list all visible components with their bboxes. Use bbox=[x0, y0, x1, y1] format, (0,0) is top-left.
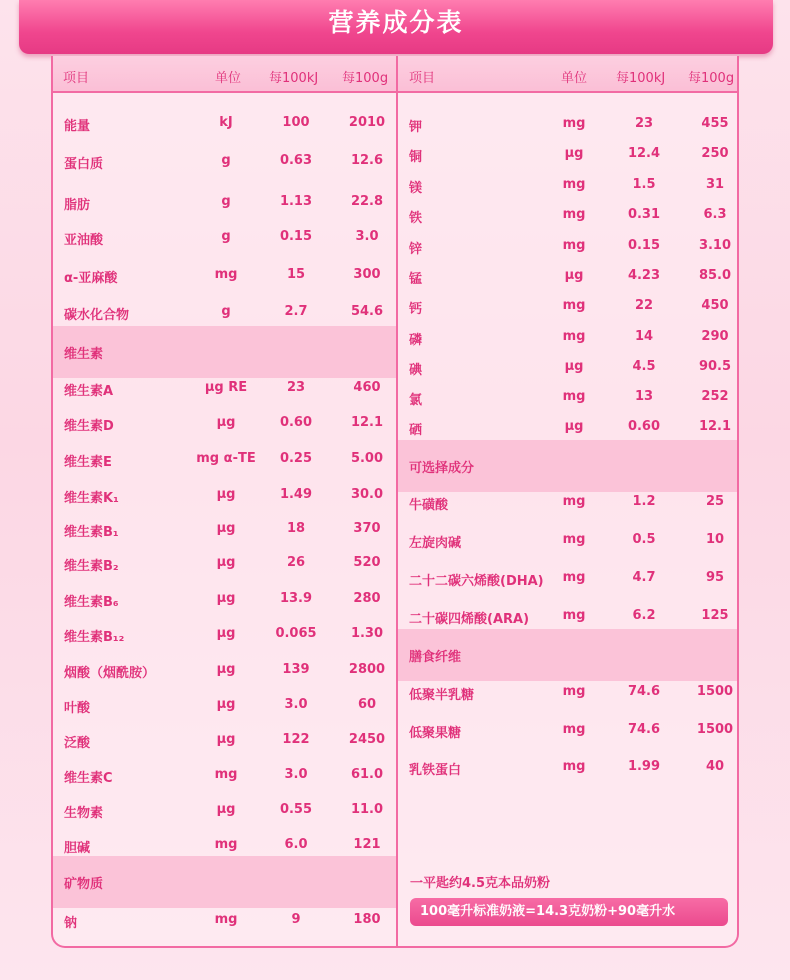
nutrient-unit: μg bbox=[216, 802, 236, 817]
value-per-100kj: 1.2 bbox=[632, 494, 656, 509]
value-per-100kj: 0.63 bbox=[279, 153, 313, 168]
nutrient-name: 维生素B₁ bbox=[64, 525, 119, 540]
value-per-100kj: 0.065 bbox=[275, 626, 317, 641]
table-header-right bbox=[398, 56, 737, 93]
value-per-100kj: 14 bbox=[634, 329, 654, 344]
nutrient-name: 叶酸 bbox=[64, 701, 91, 716]
value-per-100kj: 74.6 bbox=[627, 722, 661, 737]
value-per-100g: 61.0 bbox=[350, 767, 384, 782]
nutrient-name: 蛋白质 bbox=[64, 157, 104, 172]
section-band bbox=[53, 856, 396, 908]
header-per-g: 每100g bbox=[342, 71, 389, 86]
value-per-100kj: 22 bbox=[634, 298, 654, 313]
value-per-100g: 40 bbox=[705, 759, 725, 774]
nutrient-unit: μg bbox=[564, 359, 584, 374]
value-per-100g: 252 bbox=[701, 389, 729, 404]
nutrient-unit: mg bbox=[562, 759, 586, 774]
nutrient-unit: μg bbox=[564, 146, 584, 161]
nutrient-name: 低聚半乳糖 bbox=[409, 688, 475, 703]
value-per-100g: 280 bbox=[353, 591, 381, 606]
value-per-100g: 3.10 bbox=[698, 238, 732, 253]
nutrient-unit: mg bbox=[214, 267, 238, 282]
value-per-100g: 12.6 bbox=[350, 153, 384, 168]
value-per-100g: 6.3 bbox=[703, 207, 727, 222]
value-per-100kj: 100 bbox=[282, 115, 310, 130]
value-per-100kj: 0.5 bbox=[632, 532, 656, 547]
nutrient-unit: mg bbox=[562, 608, 586, 623]
value-per-100g: 455 bbox=[701, 116, 729, 131]
nutrient-name: 能量 bbox=[64, 119, 91, 134]
value-per-100kj: 1.5 bbox=[632, 177, 656, 192]
value-per-100kj: 0.60 bbox=[627, 419, 661, 434]
section-title: 可选择成分 bbox=[409, 461, 475, 476]
nutrient-unit: mg bbox=[562, 116, 586, 131]
nutrient-name: 泛酸 bbox=[64, 736, 91, 751]
value-per-100kj: 6.2 bbox=[632, 608, 656, 623]
value-per-100g: 22.8 bbox=[350, 194, 384, 209]
header-unit: 单位 bbox=[561, 71, 588, 86]
value-per-100g: 30.0 bbox=[350, 487, 384, 502]
value-per-100g: 180 bbox=[353, 912, 381, 927]
nutrient-name: 维生素A bbox=[64, 384, 114, 399]
nutrient-unit: mg bbox=[214, 837, 238, 852]
nutrient-unit: μg bbox=[216, 662, 236, 677]
value-per-100kj: 4.5 bbox=[632, 359, 656, 374]
value-per-100kj: 1.13 bbox=[279, 194, 313, 209]
header-per-g: 每100g bbox=[688, 71, 735, 86]
nutrient-name: 牛磺酸 bbox=[409, 498, 449, 513]
nutrient-unit: mg bbox=[562, 298, 586, 313]
nutrient-unit: μg bbox=[216, 626, 236, 641]
scoop-note: 一平匙约4.5克本品奶粉 bbox=[410, 876, 551, 891]
value-per-100kj: 9 bbox=[291, 912, 301, 927]
nutrient-unit: mg bbox=[562, 329, 586, 344]
header-per-kj: 每100kJ bbox=[616, 71, 666, 86]
value-per-100g: 95 bbox=[705, 570, 725, 585]
value-per-100kj: 139 bbox=[282, 662, 310, 677]
nutrient-name: 维生素C bbox=[64, 771, 113, 786]
table-header-left bbox=[53, 56, 396, 93]
nutrient-unit: mg bbox=[562, 722, 586, 737]
value-per-100kj: 0.15 bbox=[279, 229, 313, 244]
nutrient-unit: μg RE bbox=[204, 380, 248, 395]
nutrient-name: 硒 bbox=[409, 423, 423, 438]
value-per-100kj: 13.9 bbox=[279, 591, 313, 606]
value-per-100g: 520 bbox=[353, 555, 381, 570]
value-per-100kj: 26 bbox=[286, 555, 306, 570]
value-per-100g: 11.0 bbox=[350, 802, 384, 817]
value-per-100g: 1.30 bbox=[350, 626, 384, 641]
nutrient-unit: g bbox=[221, 304, 231, 319]
section-title: 维生素 bbox=[64, 347, 104, 362]
value-per-100kj: 12.4 bbox=[627, 146, 661, 161]
preparation-note: 100毫升标准奶液=14.3克奶粉+90毫升水 bbox=[410, 898, 728, 926]
value-per-100g: 121 bbox=[353, 837, 381, 852]
value-per-100kj: 2.7 bbox=[284, 304, 308, 319]
nutrient-name: α-亚麻酸 bbox=[64, 271, 118, 286]
nutrient-name: 钾 bbox=[409, 120, 423, 135]
value-per-100kj: 23 bbox=[634, 116, 654, 131]
nutrient-unit: mg α-TE bbox=[196, 451, 256, 466]
nutrient-unit: mg bbox=[562, 389, 586, 404]
nutrient-unit: mg bbox=[562, 684, 586, 699]
value-per-100kj: 0.55 bbox=[279, 802, 313, 817]
value-per-100g: 31 bbox=[705, 177, 725, 192]
nutrient-unit: mg bbox=[214, 767, 238, 782]
nutrient-name: 胆碱 bbox=[64, 841, 91, 856]
header-per-kj: 每100kJ bbox=[269, 71, 319, 86]
nutrient-unit: g bbox=[221, 229, 231, 244]
nutrient-name: 锰 bbox=[409, 272, 423, 287]
nutrient-unit: μg bbox=[216, 591, 236, 606]
nutrient-name: 维生素B₁₂ bbox=[64, 630, 125, 645]
nutrient-name: 维生素B₆ bbox=[64, 595, 119, 610]
value-per-100kj: 0.60 bbox=[279, 415, 313, 430]
nutrient-name: 碘 bbox=[409, 363, 423, 378]
value-per-100kj: 0.31 bbox=[627, 207, 661, 222]
nutrient-name: 二十二碳六烯酸(DHA) bbox=[409, 574, 544, 589]
nutrient-name: 镁 bbox=[409, 181, 423, 196]
nutrient-unit: mg bbox=[562, 238, 586, 253]
nutrient-unit: kJ bbox=[219, 115, 233, 130]
value-per-100kj: 1.49 bbox=[279, 487, 313, 502]
nutrient-name: 维生素K₁ bbox=[64, 491, 119, 506]
header-unit: 单位 bbox=[215, 71, 242, 86]
value-per-100kj: 122 bbox=[282, 732, 310, 747]
nutrient-name: 左旋肉碱 bbox=[409, 536, 462, 551]
value-per-100kj: 4.7 bbox=[632, 570, 656, 585]
nutrient-name: 生物素 bbox=[64, 806, 104, 821]
nutrient-unit: mg bbox=[562, 177, 586, 192]
header-item: 项目 bbox=[63, 71, 90, 86]
value-per-100g: 460 bbox=[353, 380, 381, 395]
value-per-100kj: 1.99 bbox=[627, 759, 661, 774]
nutrient-name: 铁 bbox=[409, 211, 423, 226]
value-per-100kj: 13 bbox=[634, 389, 654, 404]
value-per-100g: 2800 bbox=[348, 662, 386, 677]
nutrient-name: 烟酸（烟酰胺） bbox=[64, 666, 156, 681]
nutrient-name: 碳水化合物 bbox=[64, 308, 130, 323]
value-per-100g: 290 bbox=[701, 329, 729, 344]
nutrient-unit: g bbox=[221, 153, 231, 168]
nutrient-unit: mg bbox=[214, 912, 238, 927]
value-per-100g: 90.5 bbox=[698, 359, 732, 374]
nutrient-name: 维生素E bbox=[64, 455, 112, 470]
nutrient-name: 二十碳四烯酸(ARA) bbox=[409, 612, 530, 627]
value-per-100kj: 18 bbox=[286, 521, 306, 536]
nutrient-unit: μg bbox=[216, 555, 236, 570]
nutrient-name: 钠 bbox=[64, 916, 78, 931]
nutrient-unit: μg bbox=[216, 415, 236, 430]
value-per-100kj: 23 bbox=[286, 380, 306, 395]
nutrient-unit: mg bbox=[562, 494, 586, 509]
value-per-100g: 60 bbox=[357, 697, 377, 712]
nutrient-unit: μg bbox=[564, 419, 584, 434]
column-divider bbox=[396, 56, 398, 948]
value-per-100g: 300 bbox=[353, 267, 381, 282]
nutrient-name: 钙 bbox=[409, 302, 423, 317]
value-per-100g: 125 bbox=[701, 608, 729, 623]
page-title: 营养成分表 bbox=[19, 0, 773, 54]
nutrient-name: 亚油酸 bbox=[64, 233, 104, 248]
nutrient-unit: mg bbox=[562, 532, 586, 547]
nutrient-name: 乳铁蛋白 bbox=[409, 763, 462, 778]
value-per-100kj: 4.23 bbox=[627, 268, 661, 283]
header-item: 项目 bbox=[409, 71, 436, 86]
nutrient-name: 脂肪 bbox=[64, 198, 91, 213]
value-per-100g: 3.0 bbox=[355, 229, 379, 244]
nutrient-unit: μg bbox=[564, 268, 584, 283]
value-per-100g: 5.00 bbox=[350, 451, 384, 466]
value-per-100kj: 3.0 bbox=[284, 767, 308, 782]
nutrient-unit: mg bbox=[562, 570, 586, 585]
nutrient-unit: mg bbox=[562, 207, 586, 222]
value-per-100g: 1500 bbox=[696, 722, 734, 737]
value-per-100g: 25 bbox=[705, 494, 725, 509]
nutrient-name: 维生素B₂ bbox=[64, 559, 119, 574]
value-per-100g: 54.6 bbox=[350, 304, 384, 319]
section-title: 矿物质 bbox=[64, 877, 104, 892]
value-per-100kj: 3.0 bbox=[284, 697, 308, 712]
section-band bbox=[53, 326, 396, 378]
nutrient-unit: g bbox=[221, 194, 231, 209]
value-per-100g: 1500 bbox=[696, 684, 734, 699]
value-per-100g: 12.1 bbox=[350, 415, 384, 430]
value-per-100g: 250 bbox=[701, 146, 729, 161]
value-per-100kj: 0.15 bbox=[627, 238, 661, 253]
value-per-100kj: 6.0 bbox=[284, 837, 308, 852]
nutrient-name: 锌 bbox=[409, 242, 423, 257]
value-per-100kj: 15 bbox=[286, 267, 306, 282]
value-per-100kj: 74.6 bbox=[627, 684, 661, 699]
nutrient-name: 低聚果糖 bbox=[409, 726, 462, 741]
value-per-100g: 85.0 bbox=[698, 268, 732, 283]
nutrient-name: 铜 bbox=[409, 150, 423, 165]
value-per-100g: 10 bbox=[705, 532, 725, 547]
nutrient-unit: μg bbox=[216, 697, 236, 712]
value-per-100g: 450 bbox=[701, 298, 729, 313]
value-per-100g: 12.1 bbox=[698, 419, 732, 434]
nutrient-name: 磷 bbox=[409, 333, 423, 348]
nutrient-name: 维生素D bbox=[64, 419, 114, 434]
section-title: 膳食纤维 bbox=[409, 650, 462, 665]
nutrient-name: 氯 bbox=[409, 393, 423, 408]
value-per-100kj: 0.25 bbox=[279, 451, 313, 466]
nutrient-unit: μg bbox=[216, 521, 236, 536]
value-per-100g: 2010 bbox=[348, 115, 386, 130]
value-per-100g: 2450 bbox=[348, 732, 386, 747]
nutrient-unit: μg bbox=[216, 487, 236, 502]
value-per-100g: 370 bbox=[353, 521, 381, 536]
nutrient-unit: μg bbox=[216, 732, 236, 747]
